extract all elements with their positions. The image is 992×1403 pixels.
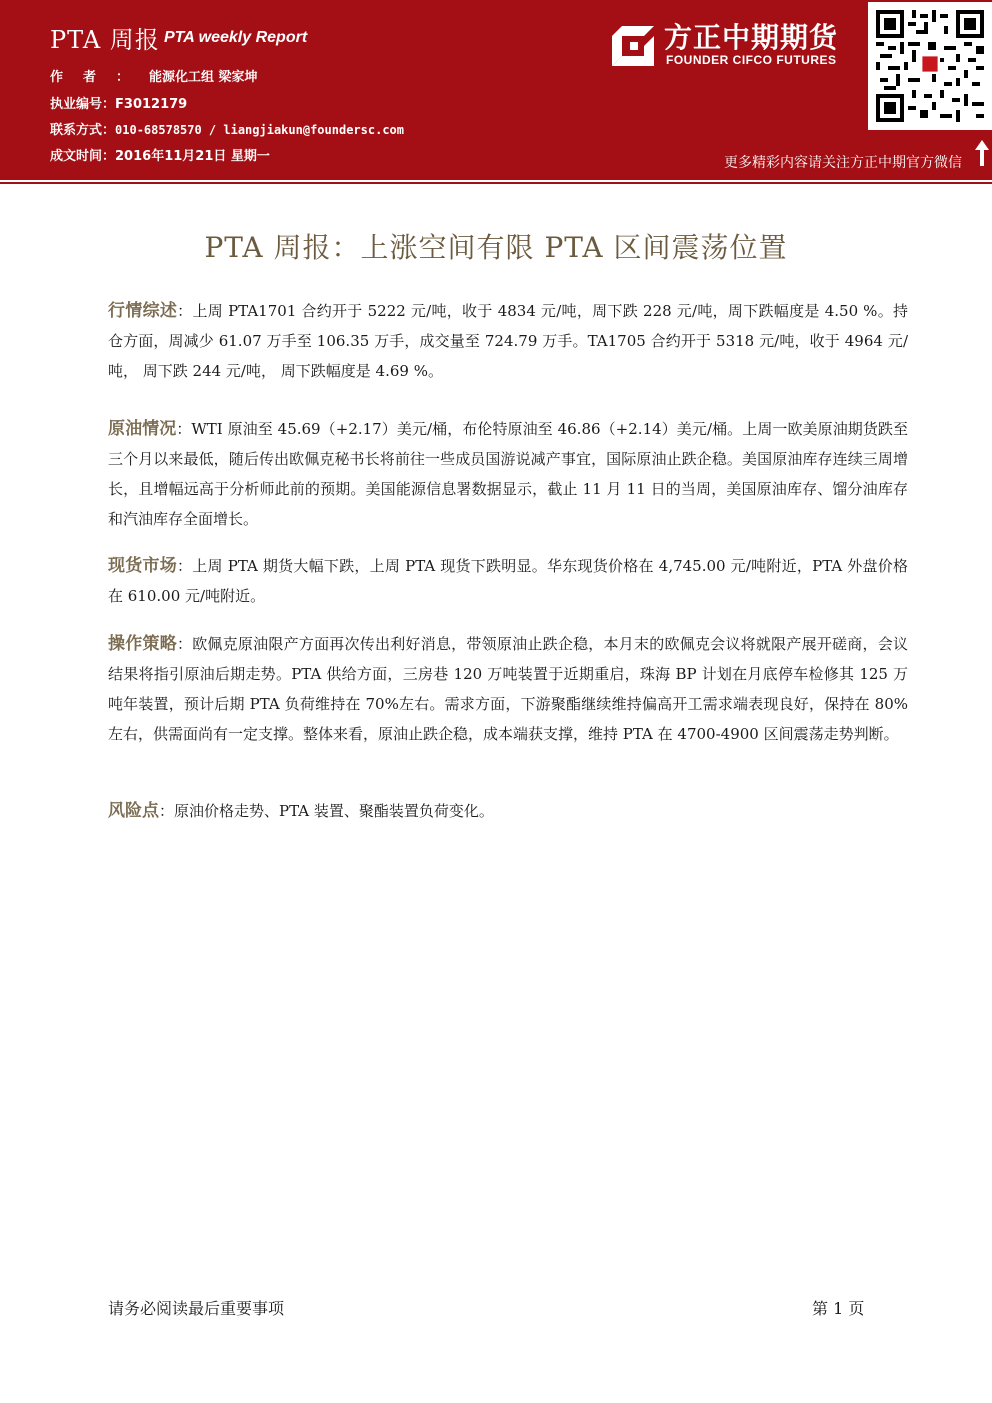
section-label: 风险点	[108, 801, 159, 821]
meta-date-value: 2016年11月21日 星期一	[115, 149, 270, 164]
meta-author	[50, 66, 258, 85]
meta-contact-value: 010-68578570 / liangjiakun@foundersc.com	[115, 123, 404, 137]
section-label: 现货市场	[108, 556, 177, 576]
meta-license-value: F3012179	[115, 97, 188, 112]
header-rule	[0, 176, 992, 180]
section-label: 原油情况	[108, 419, 177, 439]
meta-contact-key: 联系方式：	[50, 123, 116, 138]
section-label: 操作策略	[108, 634, 177, 654]
founder-logo-icon	[610, 22, 656, 66]
section-text: ：欧佩克原油限产方面再次传出利好消息，带领原油止跌企稳，本月末的欧佩克会议将就限产展开磋商，会议结果将指引原油后期走势。PTA 供给方面，三房巷 120 万吨装置于近期重启，珠海 BP 计划在月底停车检修其 125 万吨年装置，预计后期 PTA 负荷维持在 70%左右。需求方面，下游聚酯继续维持偏高开工需求端表现良好，保持在 80%左右，供需面尚有一定支撑。整体来看，原油止跌企稳，成本端获支撑，维持 PTA 在 4700-4900 区间震荡走势判断。	[108, 635, 909, 743]
section-label: 行情综述	[108, 301, 178, 321]
section-market-overview	[108, 296, 908, 386]
page-number: 第 1 页	[812, 1299, 865, 1318]
meta-date	[50, 145, 270, 164]
wechat-follow-note: 更多精彩内容请关注方正中期官方微信	[724, 155, 962, 171]
section-risk	[108, 796, 908, 826]
report-subtitle: PTA weekly Report	[164, 29, 308, 46]
section-text: ：上周 PTA1701 合约开于 5222 元/吨，收于 4834 元/吨，周下跌 228 元/吨，周下跌幅度是 4.50 %。持仓方面，周减少 61.07 万手至 106.35 万手，成交量至 724.79 万手。TA1705 合约开于 5318 元/吨，收于 4964 元/吨， 周下跌 244 元/吨， 周下跌幅度是 4.69 %。	[108, 302, 908, 380]
meta-contact	[50, 119, 404, 138]
meta-author-key: 作者：	[50, 70, 150, 85]
logo-chinese-name: 方正中期期货	[664, 21, 839, 54]
header-rule-thin	[0, 182, 992, 184]
report-title: PTA 周报	[50, 26, 160, 54]
section-text: ：上周 PTA 期货大幅下跌，上周 PTA 现货下跌明显。华东现货价格在 4,745.00 元/吨附近，PTA 外盘价格在 610.00 元/吨附近。	[108, 557, 909, 605]
meta-author-value: 能源化工组 梁家坤	[149, 70, 258, 85]
wechat-qr-code	[868, 2, 992, 130]
qr-code-icon	[876, 10, 984, 122]
section-spot-market	[108, 551, 908, 611]
logo-english-name: FOUNDER CIFCO FUTURES	[666, 53, 837, 67]
meta-date-key: 成文时间：	[50, 149, 116, 164]
arrow-up-icon	[974, 138, 990, 168]
meta-license-key: 执业编号：	[50, 97, 116, 112]
section-text: ：WTI 原油至 45.69（+2.17）美元/桶，布伦特原油至 46.86（+2.14）美元/桶。上周一欧美原油期货跌至三个月以来最低，随后传出欧佩克秘书长将前往一些成员国游说减产事宜，国际原油止跌企稳。美国原油库存连续三周增长，且增幅远高于分析师此前的预期。美国能源信息署数据显示，截止 11 月 11 日的当周，美国原油库存、馏分油库存和汽油库存全面增长。	[108, 420, 908, 528]
meta-license	[50, 93, 187, 112]
section-crude-oil	[108, 414, 908, 534]
document-title: PTA 周报：上涨空间有限 PTA 区间震荡位置	[204, 231, 788, 264]
section-strategy	[108, 629, 908, 749]
footer-notice: 请务必阅读最后重要事项	[108, 1299, 285, 1318]
section-text: ：原油价格走势、PTA 装置、聚酯装置负荷变化。	[159, 802, 494, 820]
